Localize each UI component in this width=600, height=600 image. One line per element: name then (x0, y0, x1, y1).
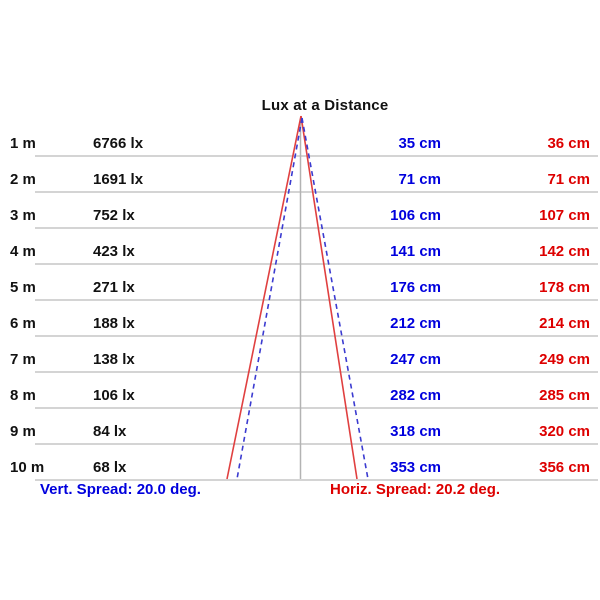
lux-value: 752 lx (93, 207, 135, 224)
distance-label: 5 m (10, 279, 36, 296)
lux-value: 138 lx (93, 351, 135, 368)
horiz-beam-line-right (301, 116, 357, 479)
distance-label: 7 m (10, 351, 36, 368)
distance-label: 9 m (10, 423, 36, 440)
lux-value: 423 lx (93, 243, 135, 260)
distance-label: 4 m (10, 243, 36, 260)
vert-width-value: 176 cm (390, 279, 441, 296)
lux-value: 1691 lx (93, 171, 144, 188)
horiz-width-value: 107 cm (539, 207, 590, 224)
chart-title: Lux at a Distance (261, 97, 389, 114)
vert-width-value: 141 cm (390, 243, 441, 260)
horiz-width-value: 36 cm (547, 135, 590, 152)
horiz-width-value: 285 cm (539, 387, 590, 404)
distance-label: 6 m (10, 315, 36, 332)
lux-value: 6766 lx (93, 135, 144, 152)
vert-spread-caption: Vert. Spread: 20.0 deg. (40, 481, 201, 498)
vert-width-value: 247 cm (390, 351, 441, 368)
lux-value: 271 lx (93, 279, 135, 296)
vert-beam-line-right (302, 118, 368, 479)
horiz-width-value: 142 cm (539, 243, 590, 260)
distance-label: 2 m (10, 171, 36, 188)
distance-label: 3 m (10, 207, 36, 224)
horiz-width-value: 178 cm (539, 279, 590, 296)
vert-width-value: 35 cm (398, 135, 441, 152)
horiz-width-value: 356 cm (539, 459, 590, 476)
distance-label: 1 m (10, 135, 36, 152)
horiz-width-value: 320 cm (539, 423, 590, 440)
lux-value: 68 lx (93, 459, 127, 476)
lux-value: 84 lx (93, 423, 127, 440)
horiz-width-value: 71 cm (547, 171, 590, 188)
distance-label: 10 m (10, 459, 45, 476)
horiz-width-value: 249 cm (539, 351, 590, 368)
vert-width-value: 318 cm (390, 423, 441, 440)
horiz-spread-caption: Horiz. Spread: 20.2 deg. (330, 481, 501, 498)
distance-label: 8 m (10, 387, 36, 404)
vert-width-value: 212 cm (390, 315, 441, 332)
vert-width-value: 71 cm (398, 171, 441, 188)
vert-width-value: 106 cm (390, 207, 441, 224)
lux-value: 106 lx (93, 387, 135, 404)
vert-beam-line-left (237, 118, 302, 479)
horiz-width-value: 214 cm (539, 315, 590, 332)
vert-width-value: 353 cm (390, 459, 441, 476)
horiz-beam-line-left (227, 116, 301, 479)
vert-width-value: 282 cm (390, 387, 441, 404)
lux-value: 188 lx (93, 315, 135, 332)
